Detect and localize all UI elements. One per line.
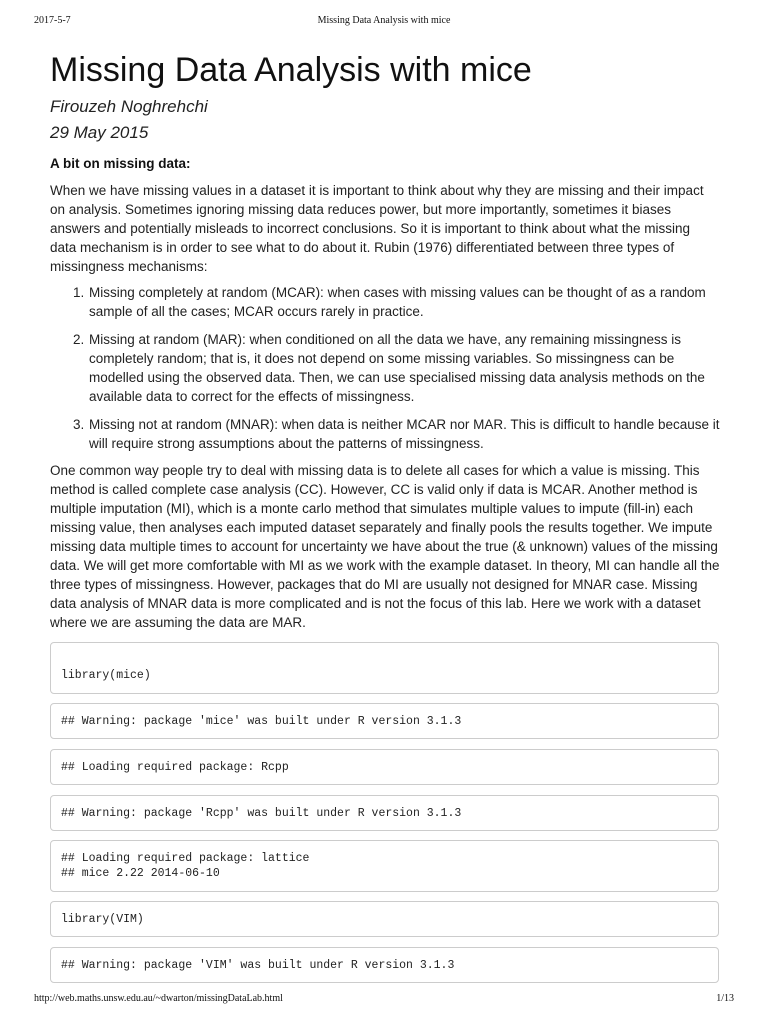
author: Firouzeh Noghrehchi [50, 97, 208, 116]
document-date: 29 May 2015 [50, 123, 149, 142]
document-title: Missing Data Analysis with mice [50, 51, 532, 89]
mechanism-list [50, 283, 720, 453]
output-block [50, 703, 719, 739]
list-item-mnar: 3. Missing not at random (MNAR): when data is neither MCAR nor MAR. This is difficult to handle because it will require strong assumptions about the patterns of missingness. [88, 415, 720, 453]
print-date: 2017-5-7 [34, 15, 71, 26]
output-line: ## Loading required package: Rcpp [61, 761, 289, 774]
intro-paragraph: When we have missing values in a dataset it is important to think about why they are missing and their impact on analysis. Sometimes ignoring missing data reduces power, but more importantly, sometimes it biases answers and potentially misleads to incorrect conclusions. So it is important to think about what the missing data mechanism is in order to see what to do about it. Rubin (1976) differentiated between three types of missingness mechanisms: [50, 183, 704, 274]
code-block [50, 901, 719, 937]
output-line: ## mice 2.22 2014-06-10 [61, 867, 220, 880]
list-item-mar: 2. Missing at random (MAR): when conditioned on all the data we have, any remaining missingness is completely random; that is, it does not depend on some missing variables. So missingness can be modelled using the observed data. Then, we can use specialised missing data analysis methods on the available data to correct for the effects of missingness. [88, 330, 720, 406]
output-line: ## Warning: package 'VIM' was built under R version 3.1.3 [61, 959, 455, 972]
print-footer [34, 993, 734, 1007]
output-block [50, 795, 719, 831]
output-line: ## Loading required package: lattice [61, 852, 310, 865]
print-title: Missing Data Analysis with mice [317, 15, 451, 26]
output-block [50, 840, 719, 892]
output-line: ## Warning: package 'mice' was built under R version 3.1.3 [61, 715, 462, 728]
code-line: library(VIM) [61, 913, 144, 926]
print-header [34, 15, 734, 29]
output-line: ## Warning: package 'Rcpp' was built under R version 3.1.3 [61, 807, 462, 820]
list-item-mcar: 1. Missing completely at random (MCAR): when cases with missing values can be thought of as a random sample of all the cases; MCAR occurs rarely in practice. [88, 283, 720, 321]
output-block [50, 749, 719, 785]
page-number: 1/13 [716, 993, 734, 1004]
output-block [50, 947, 719, 983]
section-heading: A bit on missing data: [50, 156, 191, 171]
code-line: library(mice) [61, 669, 151, 682]
code-block [50, 642, 719, 694]
page-url: http://web.maths.unsw.edu.au/~dwarton/missingDataLab.html [34, 993, 283, 1004]
body-paragraph: One common way people try to deal with missing data is to delete all cases for which a value is missing. This method is called complete case analysis (CC). However, CC is valid only if data is MCAR. Another method is multiple imputation (MI), which is a monte carlo method that simulates multiple values to impute (fill-in) each missing value, then analyses each imputed dataset separately and finally pools the results together. We impute missing data multiple times to account for uncertainty we have about the true (& unknown) values of the missing data. We will get more comfortable with MI as we work with the example dataset. In theory, MI can handle all the three types of missingness. However, packages that do MI are usually not designed for MNAR case. Missing data analysis of MNAR data is more complicated and is not the focus of this lab. Here we work with a dataset where we are assuming the data are MAR. [50, 463, 720, 630]
document-page [50, 50, 720, 983]
